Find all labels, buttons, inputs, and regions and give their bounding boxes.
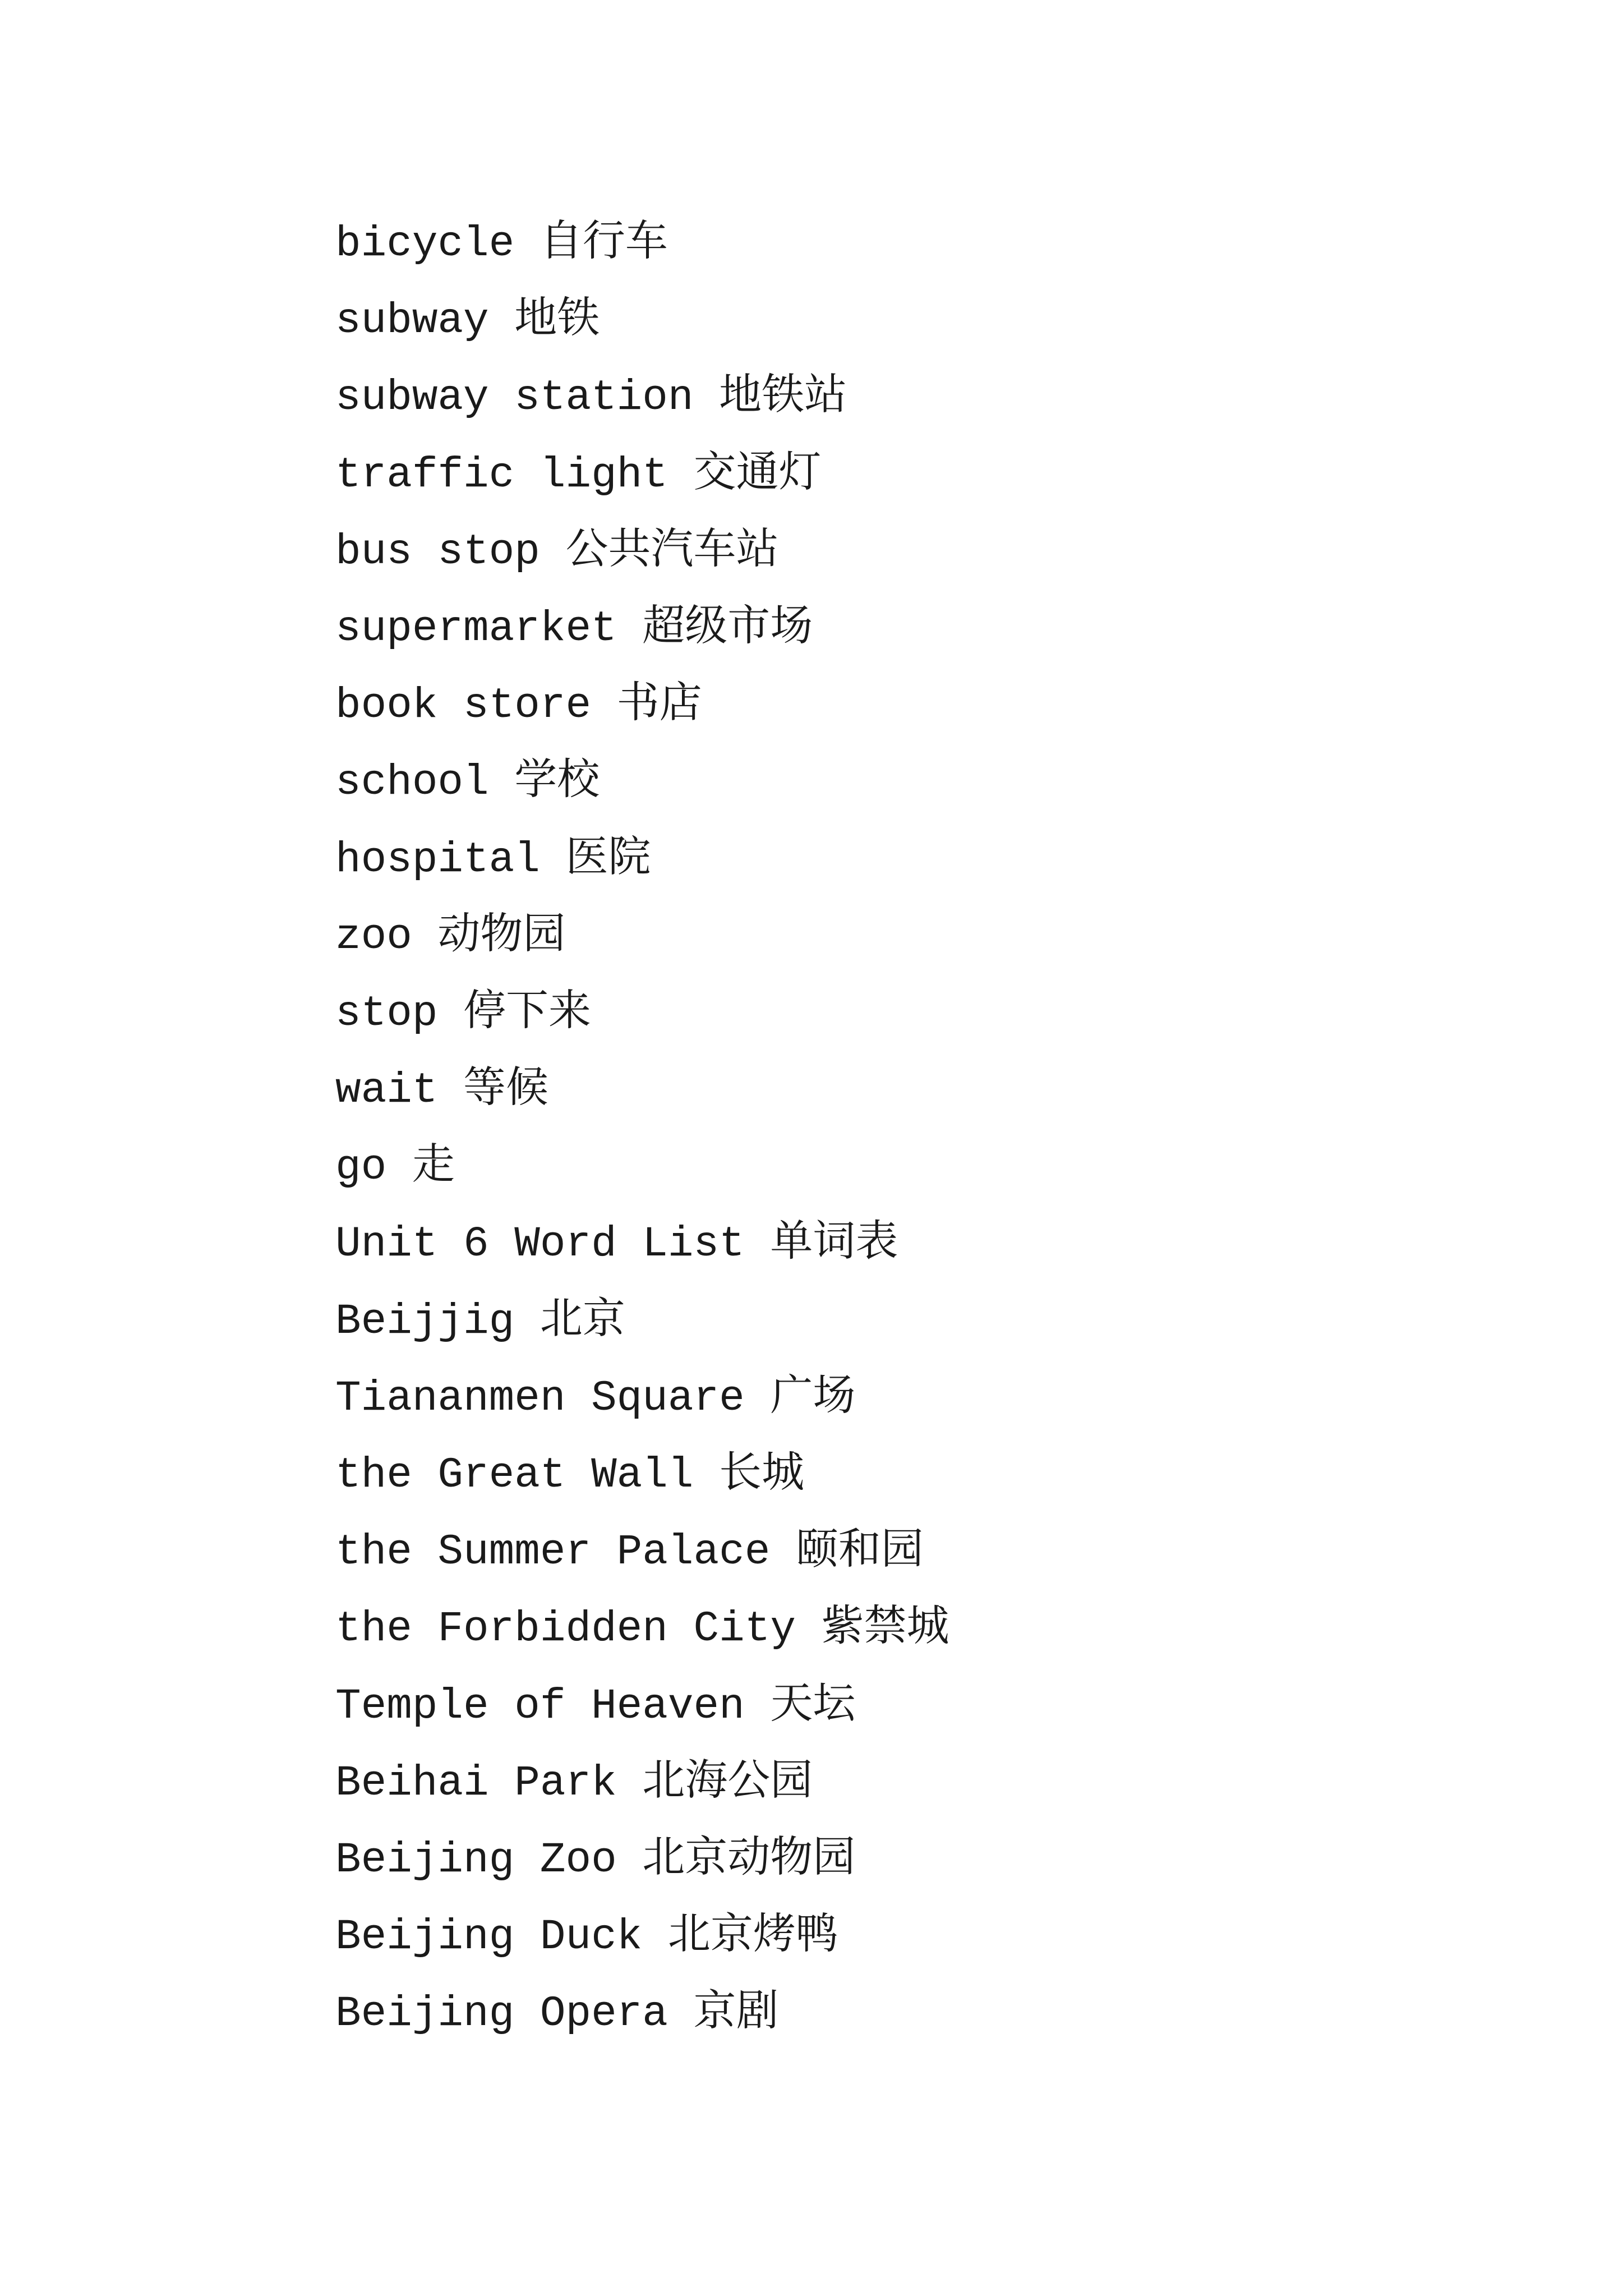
- word-entry: Beijjig 北京: [335, 1297, 625, 1346]
- word-entry: bicycle 自行车: [335, 220, 668, 268]
- word-entry: the Summer Palace 颐和园: [335, 1528, 924, 1577]
- word-entry: wait 等候: [335, 1066, 549, 1115]
- word-entry: subway station 地铁站: [335, 374, 847, 422]
- word-entry: Beijing Opera 京剧: [335, 1990, 779, 2039]
- word-entry: Temple of Heaven 天坛: [335, 1682, 856, 1731]
- word-entry: Beijing Zoo 北京动物园: [335, 1835, 856, 1884]
- word-entry: book store 书店: [335, 682, 702, 730]
- word-entry: go 走: [335, 1143, 455, 1192]
- word-entry: bus stop 公共汽车站: [335, 527, 779, 576]
- word-entry: Beihai Park 北海公园: [335, 1759, 813, 1807]
- word-list: [335, 206, 949, 2053]
- unit-heading: Unit 6 Word List 单词表: [335, 1220, 898, 1269]
- word-entry: stop 停下来: [335, 989, 592, 1038]
- word-entry: supermarket 超级市场: [335, 604, 813, 653]
- word-entry: zoo 动物园: [335, 912, 566, 961]
- word-entry: the Great Wall 长城: [335, 1451, 805, 1499]
- word-entry: subway 地铁: [335, 297, 600, 346]
- word-entry: school 学校: [335, 758, 600, 807]
- word-entry: the Forbidden City 紫禁城: [335, 1605, 949, 1654]
- word-entry: traffic light 交通灯: [335, 450, 822, 499]
- word-entry: hospital 医院: [335, 835, 651, 884]
- word-entry: Tiananmen Square 广场: [335, 1374, 856, 1423]
- word-entry: Beijing Duck 北京烤鸭: [335, 1913, 838, 1962]
